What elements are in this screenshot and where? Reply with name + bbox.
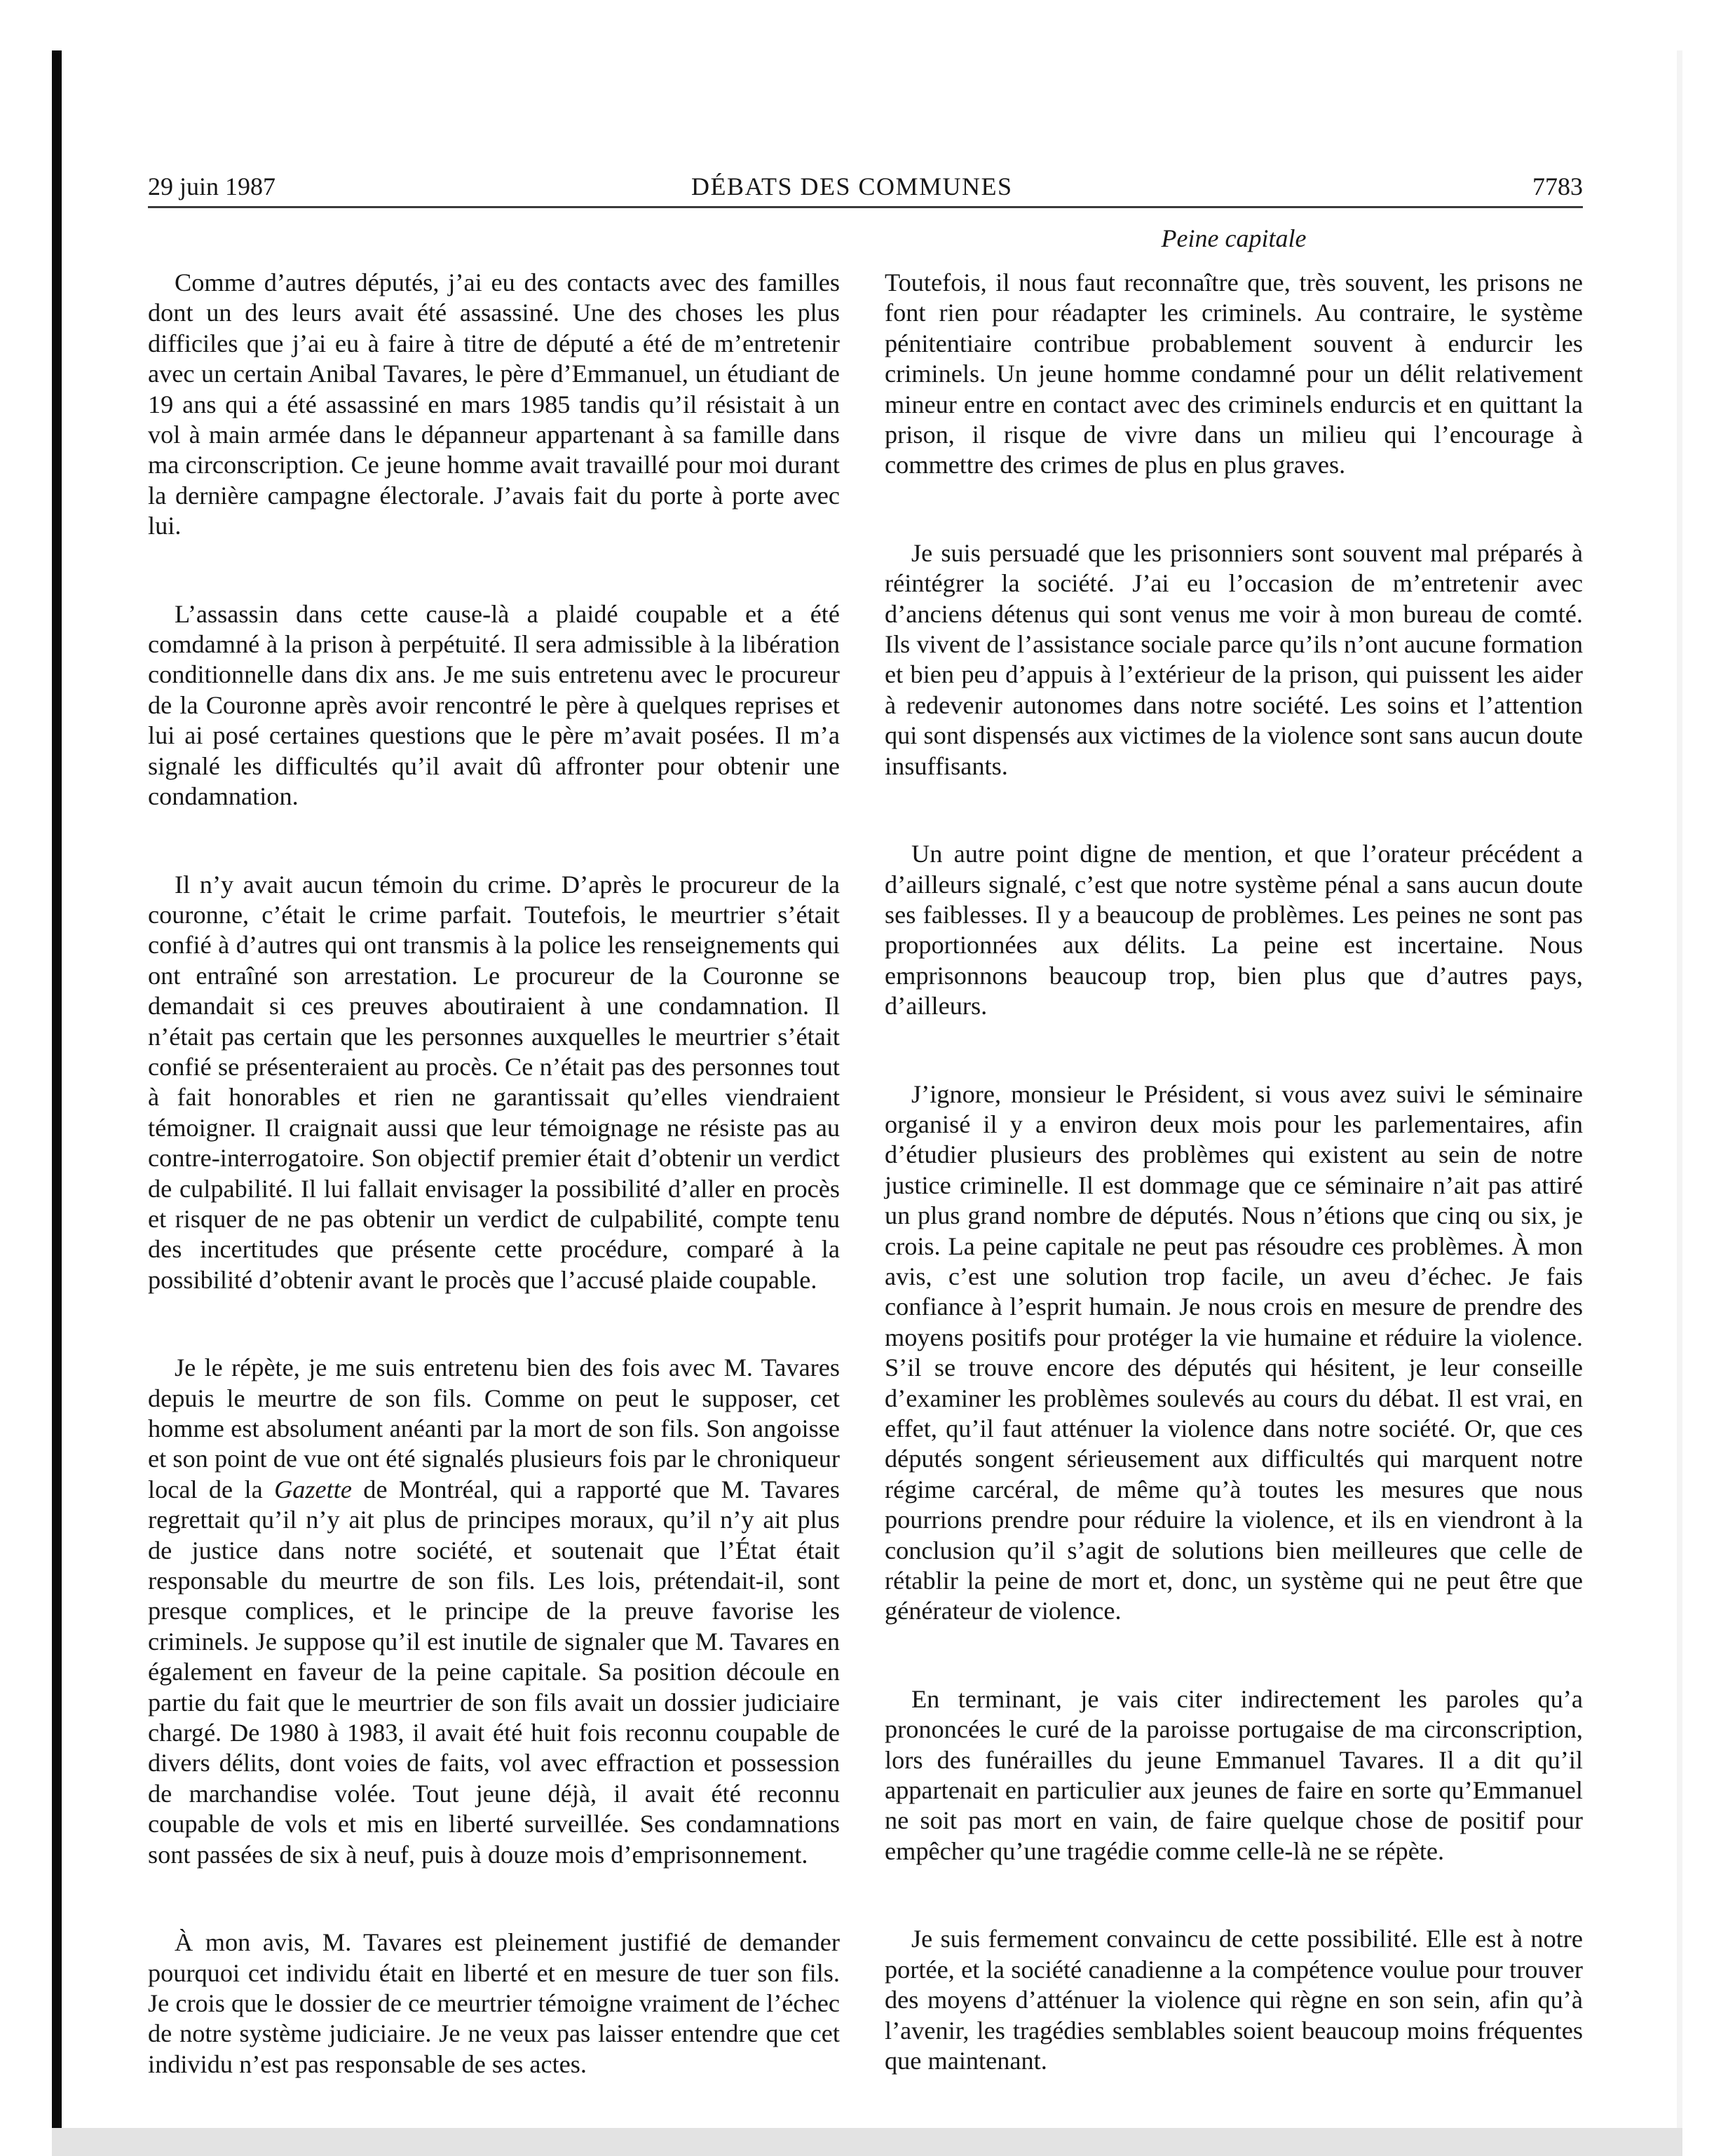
paragraph: En terminant, je vais citer indirectement les paroles qu’a prononcées le curé de la paroisse portugaise de ma circonscription, lors des funérailles du jeune Emmanuel Tavares. Il a dit qu’il appartenait en particulier aux jeunes de faire en sorte qu’Emmanuel ne soit pas mort en vain, de faire quelque chose de positif pour empêcher qu’une tragédie comme celle-là ne se répète. bbox=[885, 1684, 1583, 1865]
paragraph: L’assassin dans cette cause-là a plaidé coupable et a été comdamné à la prison à perpétuité. Il sera admissible à la libération conditionnelle dans dix ans. Je me suis entretenu avec le procureur de la Couronne après avoir rencontré le père à quelques reprises et lui ai posé certaines questions que le père m’avait posées. Il m’a signalé les difficultés qu’il avait dû affronter pour obtenir une condamnation. bbox=[148, 599, 840, 811]
header-date: 29 juin 1987 bbox=[148, 172, 276, 200]
scan-border-bottom bbox=[52, 2128, 1682, 2156]
paragraph: À mon avis, M. Tavares est pleinement justifié de demander pourquoi cet individu était en liberté et en mesure de tuer son fils. Je crois que le dossier de ce meurtrier témoigne vraiment de l’échec de notre système judiciaire. Je ne veux pas laisser entendre que cet individu n’est pas responsable de ses actes. bbox=[148, 1928, 840, 2078]
paragraph: Comme d’autres députés, j’ai eu des contacts avec des familles dont un des leurs avait été assassiné. Une des choses les plus difficiles que j’ai eu à faire à titre de député a été de m’entretenir avec un certain Anibal Tavares, le père d’Emmanuel, un étudiant de 19 ans qui a été assassiné en mars 1985 tandis qu’il résistait à un vol à main armée dans le dépanneur appartenant à sa famille dans ma circonscription. Ce jeune homme avait travaillé pour moi durant la dernière campagne électorale. J’avais fait du porte à porte avec lui. bbox=[148, 268, 840, 540]
paragraph: Je suis fermement convaincu de cette possibilité. Elle est à notre portée, et la société canadienne a la compétence voulue pour trouver des moyens d’atténuer la violence qui règne en son sein, afin qu’à l’avenir, les tragédies semblables soient beaucoup moins fréquentes que maintenant. bbox=[885, 1925, 1583, 2075]
paragraph-text: de Montréal, qui a rapporté que M. Tavares regrettait qu’il n’y ait plus de principes moraux, qu’il n’y ait plus de justice dans notre société, et soutenait que l’État était responsable du meurtre de son fils. Les lois, prétendait-il, sont presque complices, et le principe de la preuve favorise les criminels. Je suppose qu’il est inutile de signaler que M. Tavares en également en faveur de la peine capitale. Sa position découle en partie du fait que le meurtrier de son fils avait un dossier judiciaire chargé. De 1980 à 1983, il avait été huit fois reconnu coupable de divers délits, dont voies de faits, vol avec effraction et possession de marchandise volée. Tout jeune déjà, il avait été reconnu coupable de vols et mis en liberté surveillée. Ses condamnations sont passées de six à neuf, puis à douze mois d’emprisonnement. bbox=[148, 1475, 840, 1869]
paragraph: J’ignore, monsieur le Président, si vous avez suivi le séminaire organisé il y a environ deux mois pour les parlementaires, afin d’étudier plusieurs des problèmes qui existent au sein de notre justice criminelle. Il est dommage que ce séminaire n’ait pas attiré un plus grand nombre de députés. Nous n’étions que cinq ou six, je crois. La peine capitale ne peut pas résoudre ces problèmes. À mon avis, c’est une solution trop facile, un aveu d’échec. Je fais confiance à l’esprit humain. Je nous crois en mesure de prendre des moyens positifs pour protéger la vie humaine et réduire la violence. S’il se trouve encore des députés qui hésitent, je leur conseille d’examiner les problèmes soulevés au cours du débat. Il est vrai, en effet, qu’il faut atténuer la violence dans notre société. Or, que ces députés songent sérieusement aux difficultés qui marquent notre régime carcéral, de même qu’à toutes les mesures que nous pourrions prendre pour réduire la violence, et ils en viendront à la conclusion qu’il s’agit de solutions bien meilleures que celle de rétablir la peine de mort et, donc, un système qui ne peut être que générateur de violence. bbox=[885, 1079, 1583, 1625]
newspaper-name: Gazette bbox=[274, 1475, 352, 1503]
header-title: DÉBATS DES COMMUNES bbox=[691, 172, 1013, 200]
paragraph bbox=[148, 1353, 840, 1870]
running-header bbox=[148, 167, 1583, 208]
scan-border-left bbox=[52, 50, 62, 2141]
page-number: 7783 bbox=[1532, 172, 1583, 200]
paragraph: Il n’y avait aucun témoin du crime. D’après le procureur de la couronne, c’était le crime parfait. Toutefois, le meurtrier s’était confié à d’autres qui ont transmis à la police les renseignements qui ont entraîné son arrestation. Le procureur de la Couronne se demandait si ces preuves aboutiraient à une condamnation. Il n’était pas certain que les personnes auxquelles le meurtrier s’était confié se présenteraient au procès. Ce n’était pas des personnes tout à fait honorables et rien ne garantissait qu’elles viendraient témoigner. Il craignait aussi que leur témoignage ne résiste pas au contre-interrogatoire. Son objectif premier était d’obtenir un verdict de culpabilité. Il lui fallait envisager la possibilité d’aller en procès et risquer de ne pas obtenir un verdict de culpabilité, compte tenu des incertitudes que présente cette procédure, comparé à la possibilité d’obtenir avant le procès que l’accusé plaide coupable. bbox=[148, 870, 840, 1294]
right-column bbox=[885, 268, 1583, 2076]
left-column bbox=[148, 268, 840, 2080]
section-title: Peine capitale bbox=[1161, 224, 1307, 252]
paragraph: Toutefois, il nous faut reconnaître que, très souvent, les prisons ne font rien pour réadapter les criminels. Au contraire, le système pénitentiaire contribue probablement souvent à endurcir les criminels. Un jeune homme condamné pour un délit relativement mineur entre en contact avec des criminels endurcis et en quittant la prison, il risque de vivre dans un milieu qui l’encourage à commettre des crimes de plus en plus graves. bbox=[885, 268, 1583, 479]
scan-border-right bbox=[1677, 50, 1682, 2141]
paragraph: Je suis persuadé que les prisonniers sont souvent mal préparés à réintégrer la société. J’ai eu l’occasion de m’entretenir avec d’anciens détenus qui sont venus me voir à mon bureau de comté. Ils vivent de l’assistance sociale parce qu’ils n’ont aucune formation et bien peu d’appuis à l’extérieur de la prison, qui puissent les aider à redevenir autonomes dans notre société. Les soins et l’attention qui sont dispensés aux victimes de la violence sont sans aucun doute insuffisants. bbox=[885, 538, 1583, 780]
paragraph-text: Je le répète, je me suis entretenu bien des fois avec M. Tavares depuis le meurtre de son fils. Comme on peut le supposer, cet homme est absolument anéanti par la mort de son fils. Son angoisse et son point de vue ont été signalés plusieurs fois par le chroniqueur local de la bbox=[148, 1353, 840, 1503]
paragraph: Un autre point digne de mention, et que l’orateur précédent a d’ailleurs signalé, c’est que notre système pénal a sans aucun doute ses faiblesses. Il y a beaucoup de problèmes. Les peines ne sont pas proportionnées aux délits. La peine est incertaine. Nous emprisonnons beaucoup trop, bien plus que d’autres pays, d’ailleurs. bbox=[885, 840, 1583, 1021]
